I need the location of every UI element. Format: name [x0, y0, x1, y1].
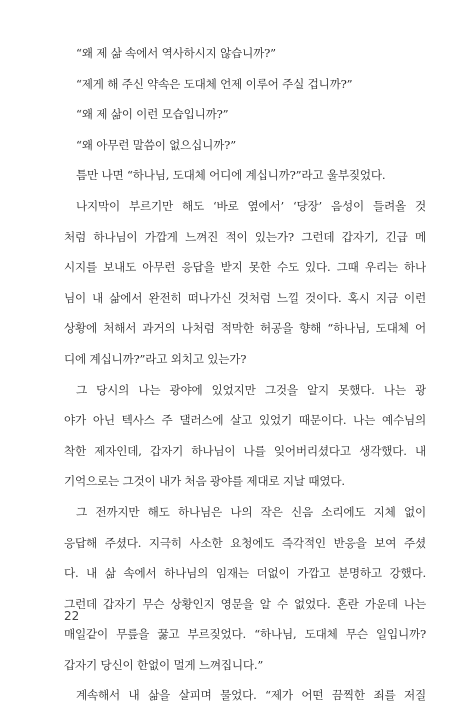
- text-line: 매일같이 무릎을 꿇고 부르짖었다. “하나님, 도대체 무슨 일입니까?: [64, 627, 426, 642]
- text-line: 갑자기 당신이 한없이 멀게 느껴집니다.”: [64, 657, 264, 672]
- text-line: 시지를 보내도 아무런 응답을 받지 못한 수도 있다. 그때 우리는 하나: [64, 260, 426, 275]
- body-text: [64, 38, 426, 711]
- text-line: 상황에 처해서 과거의 나처럼 적막한 허공을 향해 “하나님, 도대체 어: [64, 321, 426, 336]
- text-line: 틈만 나면 “하나님, 도대체 어디에 계십니까?”라고 울부짖었다.: [76, 168, 386, 183]
- text-line: 그런데 갑자기 무슨 상황인지 영문을 알 수 없었다. 혼란 가운데 나는: [64, 596, 426, 611]
- text-line: 다. 내 삶 속에서 하나님의 임재는 더없이 가깝고 분명하고 강했다.: [64, 566, 426, 581]
- text-line: 님이 내 삶에서 완전히 떠나가신 것처럼 느낄 것이다. 혹시 지금 이런: [64, 290, 426, 305]
- text-line: 그 당시의 나는 광야에 있었지만 그것을 알지 못했다. 나는 광: [76, 382, 426, 397]
- text-line: 나지막이 부르기만 해도 ‘바로 옆에서’ ‘당장’ 음성이 들려올 것: [76, 198, 426, 213]
- text-line: “왜 아무런 말씀이 없으십니까?”: [76, 137, 236, 152]
- text-line: 착한 제자인데, 갑자기 하나님이 나를 잊어버리셨다고 생각했다. 내: [64, 443, 426, 458]
- text-line: “왜 제 삶이 이런 모습입니까?”: [76, 107, 229, 122]
- text-line: “왜 제 삶 속에서 역사하시지 않습니까?”: [76, 46, 276, 60]
- text-line: 응답해 주셨다. 지극히 사소한 요청에도 즉각적인 반응을 보여 주셨: [64, 535, 426, 550]
- text-line: 기억으로는 그것이 내가 처음 광야를 제대로 지날 때였다.: [64, 474, 345, 489]
- text-line: 야가 아닌 텍사스 주 댈러스에 살고 있었기 때문이다. 나는 예수님의: [64, 413, 426, 428]
- text-line: “제게 해 주신 약속은 도대체 언제 이루어 주실 겁니까?”: [76, 76, 353, 91]
- page-number: 22: [64, 609, 80, 623]
- text-line: 디에 계십니까?”라고 외치고 있는가?: [64, 351, 247, 366]
- text-line: 처럼 하나님이 가깝게 느껴진 적이 있는가? 그런데 갑자기, 긴급 메: [64, 229, 426, 244]
- text-line: 그 전까지만 해도 하나님은 나의 작은 신음 소리에도 지체 없이: [76, 504, 426, 519]
- text-line: 계속해서 내 삶을 살피며 물었다. “제가 어떤 끔찍한 죄를 저질: [76, 688, 426, 703]
